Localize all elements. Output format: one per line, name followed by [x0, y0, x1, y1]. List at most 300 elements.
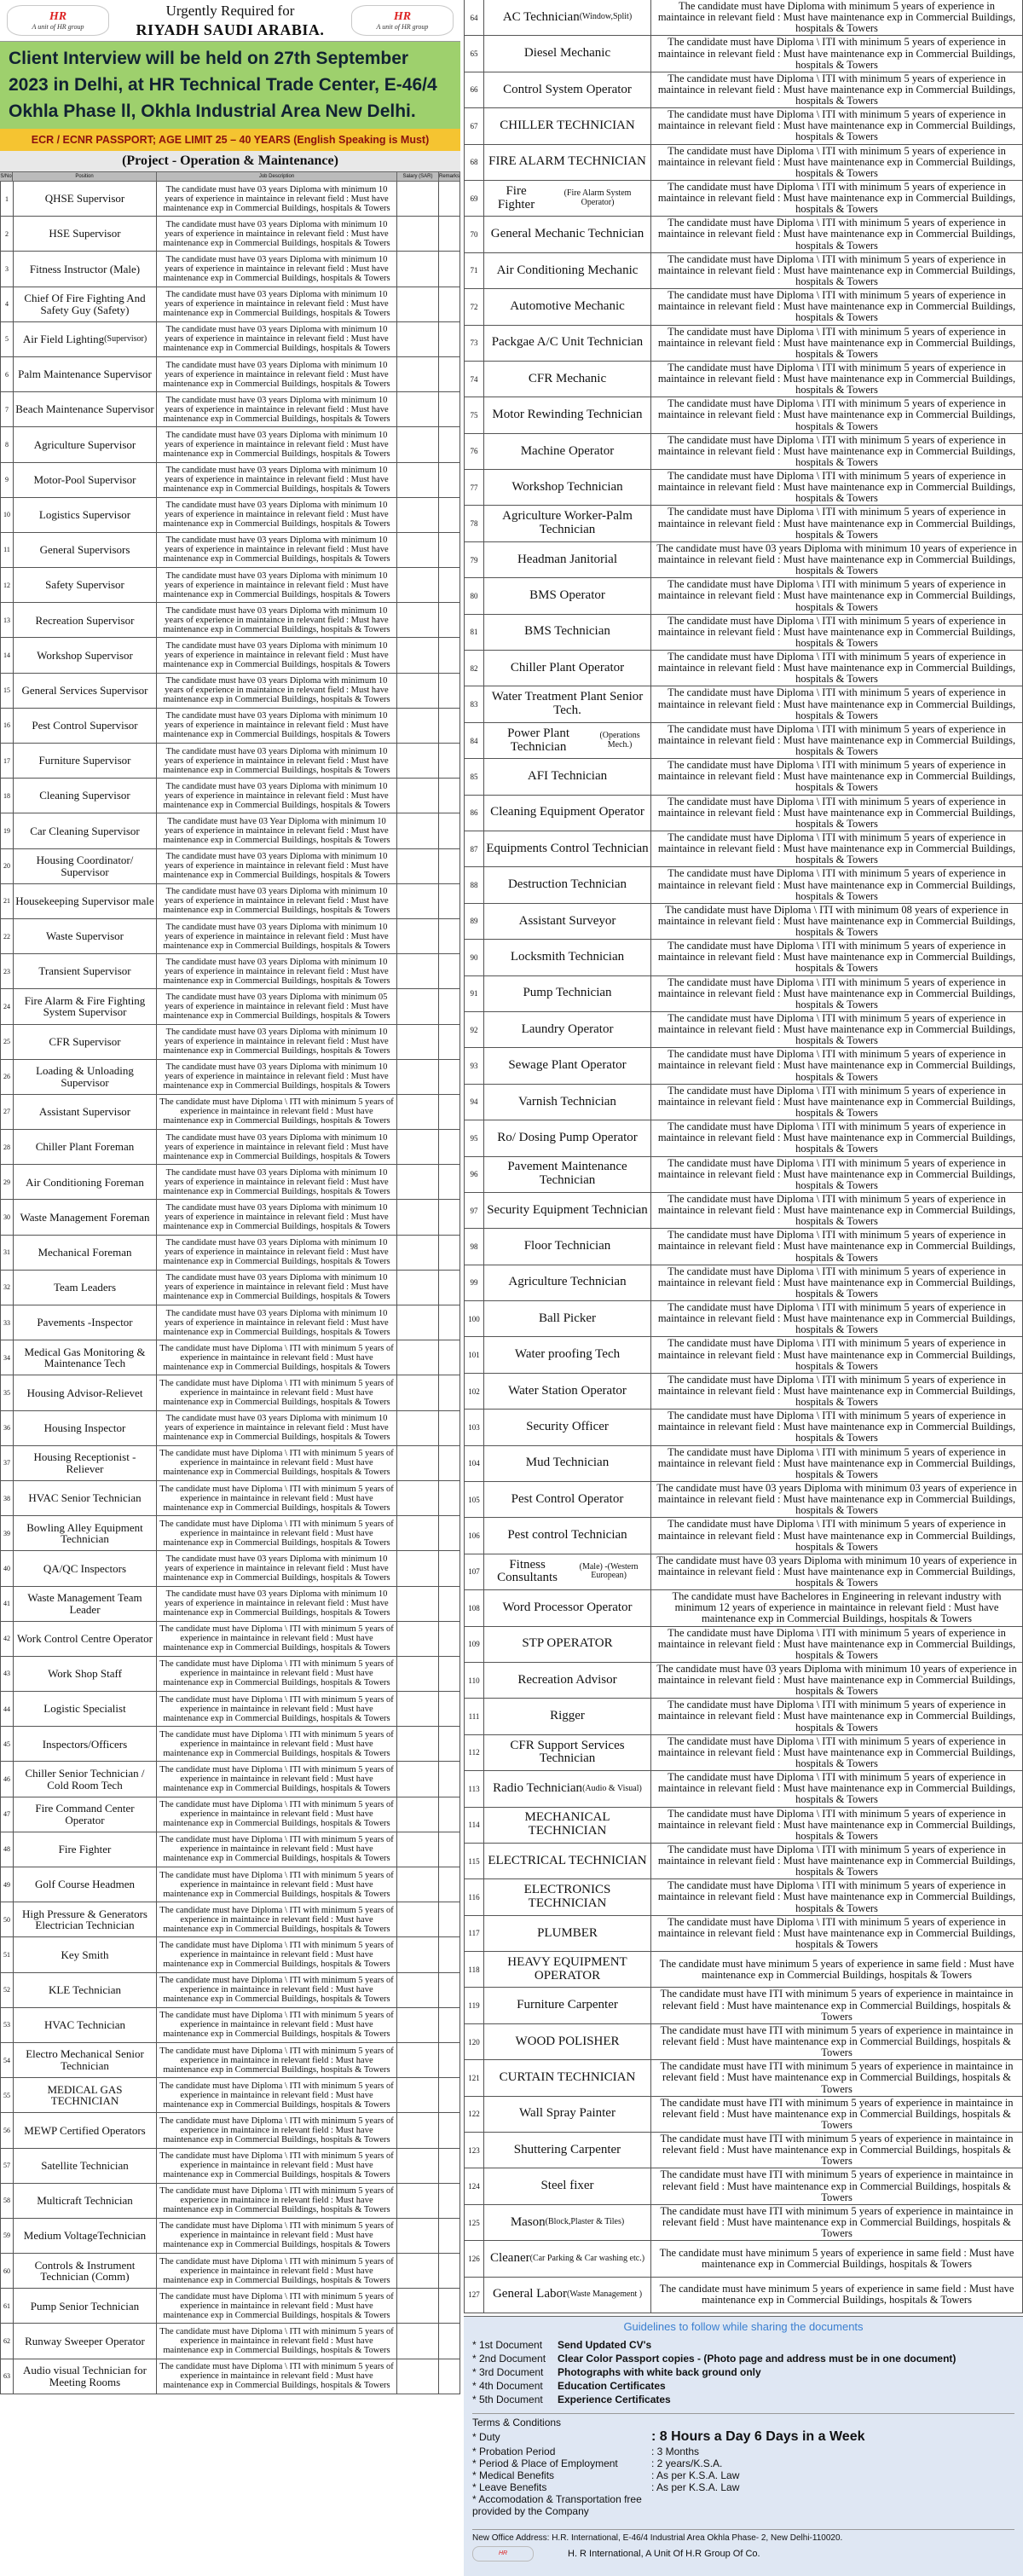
position-title: Agriculture Technician — [508, 1275, 627, 1289]
job-description: The candidate must have Diploma \ ITI with minimum 5 years of experience in maintaince in relevant field : Must have maintenance exp in Commercial Buildings, hospitals & Towers — [157, 2219, 397, 2253]
serial-number: 117 — [465, 1916, 484, 1951]
position-title: STP OPERATOR — [522, 1636, 613, 1651]
remarks-cell — [439, 2254, 460, 2288]
salary-cell — [397, 674, 439, 708]
remarks-cell — [439, 427, 460, 461]
salary-cell — [397, 1025, 439, 1059]
serial-number: 111 — [465, 1699, 484, 1734]
position-cell — [14, 709, 157, 743]
job-description: The candidate must have Diploma \ ITI with minimum 5 years of experience in maintaince in relevant field : Must have maintenance exp in Commercial Buildings, hospitals & Towers — [651, 796, 1023, 831]
serial-number: 127 — [465, 2278, 484, 2313]
table-row — [465, 1844, 1023, 1879]
table-row — [465, 796, 1023, 831]
serial-number: 11 — [1, 533, 14, 567]
term-item — [472, 2457, 1014, 2469]
job-description: The candidate must have Diploma \ ITI with minimum 5 years of experience in maintaince in relevant field : Must have maintenance exp in Commercial Buildings, hospitals & Towers — [157, 1095, 397, 1129]
serial-number: 84 — [465, 723, 484, 758]
table-row — [465, 1590, 1023, 1626]
salary-cell — [397, 1375, 439, 1410]
job-description: The candidate must have Diploma \ ITI with minimum 5 years of experience in maintaince in relevant field : Must have maintenance exp in Commercial Buildings, hospitals & Towers — [651, 108, 1023, 143]
table-row — [1, 744, 460, 779]
position-title: Cleaning Equipment Operator — [490, 805, 644, 819]
job-description: The candidate must have 03 years Diploma with minimum 05 years of experience in maintaince in relevant field : Must have maintenance exp in Commercial Buildings, hospitals & Towers — [157, 989, 397, 1023]
position-title: AC Technician — [502, 9, 580, 24]
table-row — [1, 1271, 460, 1305]
remarks-cell — [439, 1236, 460, 1270]
position-subtitle: (Waste Management ) — [567, 2289, 643, 2300]
position-title: Automotive Mechanic — [510, 298, 625, 313]
table-row — [1, 1762, 460, 1797]
position-title: Varnish Technician — [518, 1094, 616, 1109]
table-row — [1, 392, 460, 427]
remarks-cell — [439, 1867, 460, 1902]
table-row — [465, 831, 1023, 867]
position-cell — [484, 470, 651, 505]
job-description: The candidate must have Diploma \ ITI with minimum 5 years of experience in maintaince in relevant field : Must have maintenance exp in Commercial Buildings, hospitals & Towers — [651, 1337, 1023, 1372]
serial-number: 90 — [465, 940, 484, 975]
serial-number: 76 — [465, 434, 484, 469]
position-title: Packgae A/C Unit Technician — [491, 335, 644, 350]
position-title: Chiller Plant Operator — [510, 660, 625, 674]
salary-cell — [397, 1587, 439, 1621]
position-cell — [14, 2008, 157, 2042]
position-title: Safety Supervisor — [45, 578, 124, 592]
table-row — [465, 904, 1023, 940]
position-title: BMS Technician — [524, 624, 610, 639]
position-cell — [14, 849, 157, 883]
position-cell — [14, 1692, 157, 1726]
position-cell — [14, 813, 157, 848]
remarks-cell — [439, 2078, 460, 2112]
salary-cell — [397, 568, 439, 602]
job-description: The candidate must have Diploma \ ITI with minimum 5 years of experience in maintaince in relevant field : Must have maintenance exp in Commercial Buildings, hospitals & Towers — [651, 1229, 1023, 1264]
serial-number: 22 — [1, 919, 14, 953]
position-cell — [14, 392, 157, 426]
table-row — [465, 976, 1023, 1012]
serial-number: 103 — [465, 1410, 484, 1444]
table-row — [465, 145, 1023, 181]
job-description: The candidate must have ITI with minimum 5 years of experience in maintaince in relevant field : Must have maintenance exp in Commercial Buildings, hospitals & Towers — [651, 2205, 1023, 2240]
salary-cell — [397, 498, 439, 532]
serial-number: 56 — [1, 2113, 14, 2147]
table-row — [465, 470, 1023, 506]
job-description: The candidate must have Diploma \ ITI with minimum 5 years of experience in maintaince in relevant field : Must have maintenance exp in Commercial Buildings, hospitals & Towers — [157, 1832, 397, 1867]
job-description: The candidate must have ITI with minimum 5 years of experience in maintaince in relevant field : Must have maintenance exp in Commercial Buildings, hospitals & Towers — [651, 2133, 1023, 2168]
position-cell — [14, 2254, 157, 2288]
table-row — [465, 289, 1023, 325]
job-description: The candidate must have 03 years Diploma with minimum 10 years of experience in maintaince in relevant field : Must have maintenance exp in Commercial Buildings, hospitals & Towers — [157, 849, 397, 883]
position-cell — [14, 1411, 157, 1445]
job-description: The candidate must have 03 years Diploma with minimum 10 years of experience in maintaince in relevant field : Must have maintenance exp in Commercial Buildings, hospitals & Towers — [157, 568, 397, 602]
serial-number: 21 — [1, 884, 14, 918]
position-title: Beach Maintenance Supervisor — [15, 402, 154, 416]
table-row — [1, 709, 460, 744]
serial-number: 68 — [465, 145, 484, 180]
remarks-cell — [439, 849, 460, 883]
job-description: The candidate must have 03 years Diploma with minimum 10 years of experience in maintaince in relevant field : Must have maintenance exp in Commercial Buildings, hospitals & Towers — [157, 287, 397, 321]
table-row — [1, 1516, 460, 1551]
serial-number: 33 — [1, 1305, 14, 1340]
position-title: Mud Technician — [525, 1456, 610, 1470]
position-title: Bowling Alley Equipment Technician — [26, 1520, 143, 1546]
serial-number: 29 — [1, 1165, 14, 1199]
table-row — [465, 326, 1023, 362]
remarks-cell — [439, 954, 460, 988]
table-row — [465, 217, 1023, 252]
remarks-cell — [439, 1375, 460, 1410]
position-title: Medium VoltageTechnician — [23, 2229, 147, 2243]
serial-number: 98 — [465, 1229, 484, 1264]
position-title: Controls & Instrument Technician (Comm) — [34, 2258, 136, 2284]
position-cell — [14, 1797, 157, 1832]
document-item — [472, 2379, 1014, 2393]
table-row — [465, 1808, 1023, 1844]
serial-number: 104 — [465, 1446, 484, 1481]
serial-number: 5 — [1, 322, 14, 356]
remarks-cell — [439, 392, 460, 426]
position-cell — [14, 1481, 157, 1515]
job-description: The candidate must have 03 years Diploma with minimum 10 years of experience in maintaince in relevant field : Must have maintenance exp in Commercial Buildings, hospitals & Towers — [157, 1165, 397, 1199]
job-description: The candidate must have Diploma \ ITI with minimum 5 years of experience in maintaince in relevant field : Must have maintenance exp in Commercial Buildings, hospitals & Towers — [651, 1627, 1023, 1662]
table-row — [465, 1265, 1023, 1301]
position-title: QA/QC Inspectors — [43, 1561, 127, 1575]
serial-number: 116 — [465, 1879, 484, 1914]
table-row — [465, 542, 1023, 578]
serial-number: 23 — [1, 954, 14, 988]
position-cell — [484, 1627, 651, 1662]
serial-number: 122 — [465, 2097, 484, 2132]
table-row — [1, 2359, 460, 2394]
job-description: The candidate must have Diploma \ ITI with minimum 08 years of experience in maintaince in relevant field : Must have maintenance exp in Commercial Buildings, hospitals & Towers — [651, 904, 1023, 939]
remarks-cell — [439, 1165, 460, 1199]
salary-cell — [397, 2184, 439, 2218]
salary-cell — [397, 1516, 439, 1550]
position-title: BMS Operator — [529, 588, 605, 603]
job-description: The candidate must have Diploma \ ITI with minimum 5 years of experience in maintaince in relevant field : Must have maintenance exp in Commercial Buildings, hospitals & Towers — [157, 2289, 397, 2323]
guidelines-title: Guidelines to follow while sharing the documents — [623, 2320, 864, 2333]
remarks-cell — [439, 1727, 460, 1761]
serial-number: 75 — [465, 397, 484, 432]
position-title: Satellite Technician — [41, 2158, 129, 2172]
serial-number: 36 — [1, 1411, 14, 1445]
remarks-cell — [439, 1130, 460, 1164]
salary-cell — [397, 1902, 439, 1936]
remarks-cell — [439, 1411, 460, 1445]
serial-number: 57 — [1, 2149, 14, 2183]
position-cell — [484, 1410, 651, 1444]
position-cell — [14, 427, 157, 461]
position-cell — [484, 1374, 651, 1409]
position-cell — [484, 1482, 651, 1517]
document-item-key: * 5th Document — [472, 2394, 543, 2405]
position-cell — [484, 867, 651, 902]
position-title: CURTAIN TECHNICIAN — [499, 2070, 636, 2085]
position-cell — [484, 253, 651, 288]
document-item — [472, 2365, 1014, 2379]
serial-number: 71 — [465, 253, 484, 288]
job-description: The candidate must have Diploma with minimum 5 years of experience in maintaince in relevant field : Must have maintenance exp in Commercial Buildings, hospitals & Towers — [651, 0, 1023, 35]
salary-cell — [397, 2254, 439, 2288]
footer-text: H. R International, A Unit Of H.R Group Of Co. — [568, 2549, 760, 2559]
document-item-key: * 1st Document — [472, 2339, 543, 2351]
salary-cell — [397, 603, 439, 637]
col-no: S/No — [0, 174, 12, 179]
serial-number: 13 — [1, 603, 14, 637]
position-title: WOOD POLISHER — [515, 2034, 620, 2048]
document-item — [472, 2393, 1014, 2406]
job-description: The candidate must have 03 years Diploma with minimum 10 years of experience in maintaince in relevant field : Must have maintenance exp in Commercial Buildings, hospitals & Towers — [157, 1200, 397, 1234]
serial-number: 121 — [465, 2060, 484, 2095]
table-row — [465, 1627, 1023, 1663]
job-description: The candidate must have Diploma \ ITI with minimum 5 years of experience in maintaince in relevant field : Must have maintenance exp in Commercial Buildings, hospitals & Towers — [157, 1973, 397, 2007]
position-title: Palm Maintenance Supervisor — [18, 368, 152, 381]
serial-number: 100 — [465, 1301, 484, 1336]
remarks-cell — [439, 2359, 460, 2394]
position-cell — [484, 1879, 651, 1914]
position-subtitle: (Operations Mech.) — [599, 731, 640, 750]
position-cell — [484, 1952, 651, 1987]
position-title: KLE Technician — [48, 1983, 122, 1996]
table-row — [1, 1165, 460, 1200]
term-item-value: : As per K.S.A. Law — [651, 2481, 740, 2493]
table-row — [1, 1902, 460, 1937]
salary-cell — [397, 322, 439, 356]
job-description: The candidate must have 03 years Diploma with minimum 10 years of experience in maintaince in relevant field : Must have maintenance exp in Commercial Buildings, hospitals & Towers — [157, 954, 397, 988]
table-row — [465, 0, 1023, 36]
position-title: Wall Spray Painter — [519, 2106, 616, 2121]
position-cell — [484, 1048, 651, 1083]
job-description: The candidate must have Diploma \ ITI with minimum 5 years of experience in maintaince in relevant field : Must have maintenance exp in Commercial Buildings, hospitals & Towers — [651, 867, 1023, 902]
table-row — [465, 506, 1023, 541]
serial-number: 101 — [465, 1337, 484, 1372]
position-cell — [484, 145, 651, 180]
table-row — [465, 1771, 1023, 1807]
remarks-cell — [439, 498, 460, 532]
job-description: The candidate must have Diploma \ ITI with minimum 5 years of experience in maintaince in relevant field : Must have maintenance exp in Commercial Buildings, hospitals & Towers — [157, 2043, 397, 2077]
position-title: Fire Command Center Operator — [35, 1802, 135, 1826]
job-description: The candidate must have Diploma \ ITI with minimum 5 years of experience in maintaince in relevant field : Must have maintenance exp in Commercial Buildings, hospitals & Towers — [157, 2078, 397, 2112]
position-title: ELECTRICAL TECHNICIAN — [488, 1853, 647, 1867]
table-row — [465, 1012, 1023, 1048]
job-description: The candidate must have 03 years Diploma with minimum 10 years of experience in maintaince in relevant field : Must have maintenance exp in Commercial Buildings, hospitals & Towers — [157, 638, 397, 672]
remarks-cell — [439, 1516, 460, 1550]
job-description: The candidate must have 03 years Diploma with minimum 10 years of experience in maintaince in relevant field : Must have maintenance exp in Commercial Buildings, hospitals & Towers — [157, 1130, 397, 1164]
salary-cell — [397, 252, 439, 286]
job-description: The candidate must have Diploma \ ITI with minimum 5 years of experience in maintaince in relevant field : Must have maintenance exp in Commercial Buildings, hospitals & Towers — [651, 831, 1023, 866]
job-description: The candidate must have 03 years Diploma with minimum 10 years of experience in maintaince in relevant field : Must have maintenance exp in Commercial Buildings, hospitals & Towers — [651, 542, 1023, 577]
salary-cell — [397, 638, 439, 672]
document-item-value: Send Updated CV's — [558, 2339, 652, 2351]
table-row — [465, 940, 1023, 975]
remarks-cell — [439, 1587, 460, 1621]
table-row — [1, 674, 460, 709]
position-cell — [484, 1301, 651, 1336]
position-cell — [484, 1012, 651, 1047]
salary-cell — [397, 849, 439, 883]
job-description: The candidate must have 03 years Diploma with minimum 10 years of experience in maintaince in relevant field : Must have maintenance exp in Commercial Buildings, hospitals & Towers — [157, 709, 397, 743]
table-row — [1, 287, 460, 322]
position-cell — [14, 498, 157, 532]
salary-cell — [397, 1727, 439, 1761]
table-row — [1, 1481, 460, 1516]
table-row — [465, 2024, 1023, 2060]
position-title: Pest Control Supervisor — [32, 719, 138, 732]
salary-cell — [397, 709, 439, 743]
serial-number: 93 — [465, 1048, 484, 1083]
salary-cell — [397, 1937, 439, 1971]
job-description: The candidate must have Diploma \ ITI with minimum 5 years of experience in maintaince in relevant field : Must have maintenance exp in Commercial Buildings, hospitals & Towers — [651, 72, 1023, 107]
serial-number: 8 — [1, 427, 14, 461]
table-row — [465, 108, 1023, 144]
job-description: The candidate must have minimum 5 years of experience in same field : Must have maintenance exp in Commercial Buildings, hospitals & Towers — [651, 1952, 1023, 1987]
salary-cell — [397, 919, 439, 953]
table-row — [1, 427, 460, 462]
table-row — [465, 362, 1023, 397]
position-cell — [14, 954, 157, 988]
position-title: Mason — [510, 2214, 546, 2229]
position-title: MEDICAL GAS TECHNICIAN — [47, 2082, 123, 2108]
position-title: Pump Senior Technician — [30, 2299, 140, 2313]
header-line2: RIYADH SAUDI ARABIA. — [136, 20, 325, 38]
position-cell — [14, 2324, 157, 2358]
position-cell — [14, 1236, 157, 1270]
table-row — [1, 638, 460, 673]
term-item — [472, 2493, 1014, 2517]
header-title — [136, 2, 325, 40]
position-title: Workshop Technician — [512, 479, 623, 494]
job-description: The candidate must have 03 years Diploma with minimum 10 years of experience in maintaince in relevant field : Must have maintenance exp in Commercial Buildings, hospitals & Towers — [157, 1271, 397, 1305]
job-description: The candidate must have Diploma \ ITI with minimum 5 years of experience in maintaince in relevant field : Must have maintenance exp in Commercial Buildings, hospitals & Towers — [651, 723, 1023, 758]
salary-cell — [397, 2149, 439, 2183]
position-cell — [14, 1657, 157, 1691]
serial-number: 44 — [1, 1692, 14, 1726]
position-title: Steel fixer — [540, 2179, 594, 2193]
salary-cell — [397, 1622, 439, 1656]
serial-number: 120 — [465, 2024, 484, 2059]
job-description: The candidate must have Diploma \ ITI with minimum 5 years of experience in maintaince in relevant field : Must have maintenance exp in Commercial Buildings, hospitals & Towers — [157, 2149, 397, 2183]
serial-number: 86 — [465, 796, 484, 831]
salary-cell — [397, 1095, 439, 1129]
job-description: The candidate must have 03 years Diploma with minimum 10 years of experience in maintaince in relevant field : Must have maintenance exp in Commercial Buildings, hospitals & Towers — [157, 744, 397, 778]
serial-number: 25 — [1, 1025, 14, 1059]
term-item-value: : 2 years/K.S.A. — [651, 2457, 723, 2469]
remarks-cell — [439, 1692, 460, 1726]
serial-number: 96 — [465, 1157, 484, 1192]
salary-cell — [397, 392, 439, 426]
remarks-cell — [439, 1832, 460, 1867]
job-description: The candidate must have Diploma \ ITI with minimum 5 years of experience in maintaince in relevant field : Must have maintenance exp in Commercial Buildings, hospitals & Towers — [651, 1518, 1023, 1553]
position-title: Rigger — [550, 1709, 585, 1723]
table-row — [1, 1025, 460, 1060]
table-row — [1, 1305, 460, 1340]
position-title: Radio Technician — [493, 1780, 583, 1795]
position-cell — [14, 1762, 157, 1796]
table-row — [1, 1797, 460, 1832]
position-cell — [14, 1587, 157, 1621]
salary-cell — [397, 1165, 439, 1199]
remarks-cell — [439, 287, 460, 321]
term-item-key: * Probation Period — [472, 2446, 556, 2457]
position-title: Locksmith Technician — [510, 949, 625, 964]
table-row — [465, 1554, 1023, 1590]
term-item-key: * Accomodation & Transportation free provided by the Company — [472, 2493, 642, 2517]
job-description: The candidate must have Diploma \ ITI with minimum 5 years of experience in maintaince in relevant field : Must have maintenance exp in Commercial Buildings, hospitals & Towers — [651, 397, 1023, 432]
table-row — [1, 1130, 460, 1165]
job-description: The candidate must have Diploma \ ITI with minimum 5 years of experience in maintaince in relevant field : Must have maintenance exp in Commercial Buildings, hospitals & Towers — [157, 2184, 397, 2218]
position-cell — [484, 2024, 651, 2059]
position-title: Work Shop Staff — [48, 1667, 122, 1681]
serial-number: 85 — [465, 759, 484, 794]
job-description: The candidate must have Diploma \ ITI with minimum 5 years of experience in maintaince in relevant field : Must have maintenance exp in Commercial Buildings, hospitals & Towers — [651, 362, 1023, 397]
position-cell — [14, 1130, 157, 1164]
job-description: The candidate must have 03 years Diploma with minimum 10 years of experience in maintaince in relevant field : Must have maintenance exp in Commercial Buildings, hospitals & Towers — [157, 427, 397, 461]
job-description: The candidate must have Diploma \ ITI with minimum 5 years of experience in maintaince in relevant field : Must have maintenance exp in Commercial Buildings, hospitals & Towers — [651, 217, 1023, 252]
serial-number: 62 — [1, 2324, 14, 2358]
table-row — [1, 1551, 460, 1586]
serial-number: 64 — [465, 0, 484, 35]
job-description: The candidate must have Diploma \ ITI with minimum 5 years of experience in maintaince in relevant field : Must have maintenance exp in Commercial Buildings, hospitals & Towers — [651, 1085, 1023, 1120]
position-title: Pump Technician — [523, 986, 612, 1000]
serial-number: 63 — [1, 2359, 14, 2394]
table-row — [465, 1120, 1023, 1156]
term-item-key: * Period & Place of Employment — [472, 2457, 618, 2469]
salary-cell — [397, 2008, 439, 2042]
position-title: Work Control Centre Operator — [17, 1631, 153, 1645]
position-cell — [484, 686, 651, 721]
col-desc: Job Description — [157, 172, 397, 181]
table-row — [465, 434, 1023, 470]
term-item-value: : 3 Months — [651, 2446, 700, 2457]
serial-number: 1 — [1, 182, 14, 216]
serial-number: 91 — [465, 976, 484, 1011]
table-row — [1, 1622, 460, 1657]
job-description: The candidate must have ITI with minimum 5 years of experience in maintaince in relevant field : Must have maintenance exp in Commercial Buildings, hospitals & Towers — [651, 2168, 1023, 2203]
position-cell — [484, 831, 651, 866]
remarks-cell — [439, 1551, 460, 1585]
position-subtitle: (Audio & Visual) — [582, 1783, 642, 1793]
salary-cell — [397, 1867, 439, 1902]
position-cell — [484, 1120, 651, 1155]
table-row — [1, 919, 460, 954]
salary-cell — [397, 357, 439, 391]
serial-number: 89 — [465, 904, 484, 939]
serial-number: 51 — [1, 1937, 14, 1971]
position-cell — [14, 533, 157, 567]
job-description: The candidate must have 03 years Diploma with minimum 10 years of experience in maintaince in relevant field : Must have maintenance exp in Commercial Buildings, hospitals & Towers — [651, 1554, 1023, 1589]
job-description: The candidate must have Diploma \ ITI with minimum 5 years of experience in maintaince in relevant field : Must have maintenance exp in Commercial Buildings, hospitals & Towers — [157, 2008, 397, 2042]
remarks-cell — [439, 1797, 460, 1832]
position-title: ELECTRONICS TECHNICIAN — [523, 1883, 611, 1910]
position-title: Team Leaders — [53, 1281, 117, 1294]
footer — [472, 2546, 1014, 2562]
remarks-cell — [439, 709, 460, 743]
position-cell — [14, 919, 157, 953]
serial-number: 67 — [465, 108, 484, 143]
table-row — [465, 651, 1023, 686]
serial-number: 119 — [465, 1988, 484, 2023]
table-row — [465, 1879, 1023, 1915]
serial-number: 52 — [1, 1973, 14, 2007]
table-row — [465, 1735, 1023, 1771]
position-title: Workshop Supervisor — [37, 648, 133, 662]
job-description: The candidate must have ITI with minimum 5 years of experience in maintaince in relevant field : Must have maintenance exp in Commercial Buildings, hospitals & Towers — [651, 2024, 1023, 2059]
position-cell — [484, 651, 651, 686]
remarks-cell — [439, 813, 460, 848]
serial-number: 18 — [1, 779, 14, 813]
position-title: Medical Gas Monitoring & Maintenance Tech — [24, 1345, 146, 1370]
serial-number: 7 — [1, 392, 14, 426]
position-cell — [14, 217, 157, 251]
